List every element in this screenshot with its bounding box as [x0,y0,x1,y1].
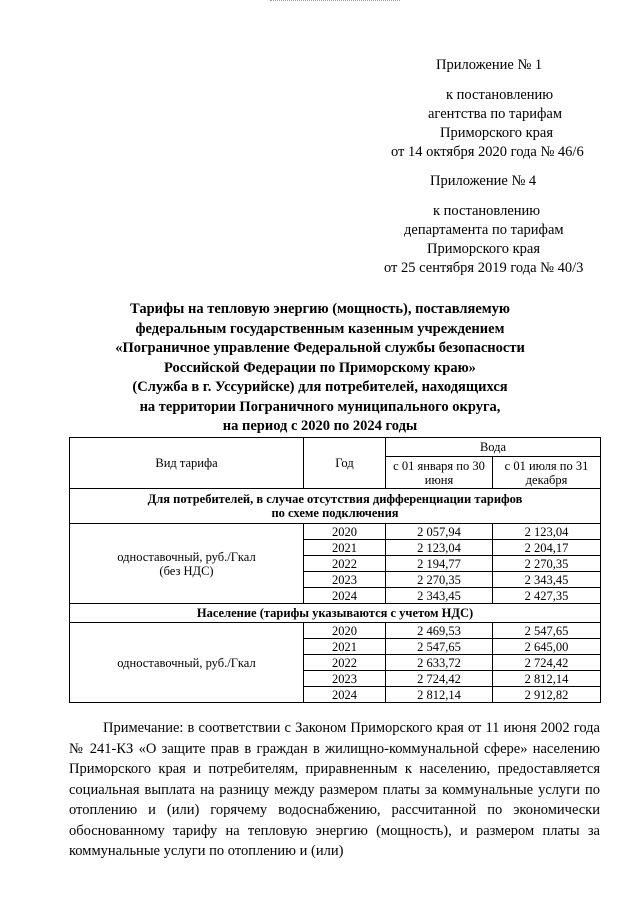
value-cell: 2 343,45 [493,572,601,588]
title-line: на период с 2020 по 2024 годы [222,418,418,434]
appendix-4-title: Приложение № 4 [430,173,537,189]
value-cell: 2 812,14 [386,687,493,703]
header-tariff-type: Вид тарифа [70,438,304,489]
value-cell: 2 123,04 [386,540,493,556]
value-cell: 2 204,17 [493,540,601,556]
value-cell: 2 343,45 [386,588,493,604]
header-year: Год [304,438,386,489]
title-line: федеральным государственным казенным учреждением [135,320,505,337]
appendix-4-line: департамента по тарифам [404,222,564,238]
appendix-4-line: Приморского края [427,241,541,257]
table-row [70,524,601,540]
header-row [70,438,601,457]
year-cell: 2024 [304,687,386,703]
title-line: Российской Федерации по Приморскому краю» [164,359,476,376]
scan-top-marks [270,0,400,4]
header-period-2: с 01 июля по 31 декабря [493,457,601,489]
year-cell: 2023 [304,572,386,588]
year-cell: 2022 [304,556,386,572]
value-cell: 2 123,04 [493,524,601,540]
value-cell: 2 645,00 [493,639,601,655]
value-cell: 2 194,77 [386,556,493,572]
year-cell: 2021 [304,639,386,655]
appendix-1-line: от 14 октября 2020 года № 46/6 [391,144,584,160]
value-cell: 2 057,94 [386,524,493,540]
value-cell: 2 270,35 [493,556,601,572]
section-1-tariff: одноставочный, руб./Гкал (без НДС) [70,524,304,604]
year-cell: 2023 [304,671,386,687]
section-row [70,489,601,524]
value-cell: 2 912,82 [493,687,601,703]
appendix-1-title: Приложение № 1 [436,57,543,73]
value-cell: 2 427,35 [493,588,601,604]
title-line: на территории Пограничного муниципального округа, [139,398,501,415]
year-cell: 2020 [304,623,386,639]
year-cell: 2022 [304,655,386,671]
appendix-1-line: к постановлению [446,87,554,103]
appendix-1-line: Приморского края [440,125,554,141]
section-1-title: Для потребителей, в случае отсутствия дифференциации тарифов по схеме подключения [70,489,601,524]
appendix-4-line: от 25 сентября 2019 года № 40/3 [384,260,584,276]
year-cell: 2020 [304,524,386,540]
value-cell: 2 547,65 [386,639,493,655]
appendix-4-line: к постановлению [433,203,541,219]
value-cell: 2 469,53 [386,623,493,639]
year-cell: 2021 [304,540,386,556]
table-row [70,623,601,639]
section-2-tariff: одноставочный, руб./Гкал [70,623,304,703]
header-water: Вода [386,438,601,457]
appendix-1-line: агентства по тарифам [428,106,562,122]
note-block [69,718,600,862]
title-line: (Служба в г. Уссурийске) для потребителей, находящихся [132,379,508,395]
value-cell: 2 724,42 [493,655,601,671]
section-row [70,604,601,623]
header-period-1: с 01 января по 30 июня [386,457,493,489]
tariff-table [69,437,601,703]
title-line: Тарифы на тепловую энергию (мощность), поставляемую [130,301,510,317]
note-text: Примечание: в соответствии с Законом Приморского края от 11 июня 2002 года № 241-КЗ «О защите прав в граждан в жилищно-коммунальной сфере» населению Приморского края и потребителям, приравненным к населению, предоставляется социальная выплата на разницу между размером платы за коммунальные услуги по отоплению и (или) горячему водоснабжению, рассчитанной по экономически обоснованному тарифу на тепловую энергию (мощность), и размером платы за коммунальные услуги по отоплению и (или) [69,720,600,859]
value-cell: 2 547,65 [493,623,601,639]
value-cell: 2 812,14 [493,671,601,687]
title-line: «Пограничное управление Федеральной службы безопасности [115,340,525,356]
document-title [60,300,580,437]
value-cell: 2 633,72 [386,655,493,671]
value-cell: 2 270,35 [386,572,493,588]
value-cell: 2 724,42 [386,671,493,687]
year-cell: 2024 [304,588,386,604]
section-2-title: Население (тарифы указываются с учетом НДС) [70,604,601,623]
